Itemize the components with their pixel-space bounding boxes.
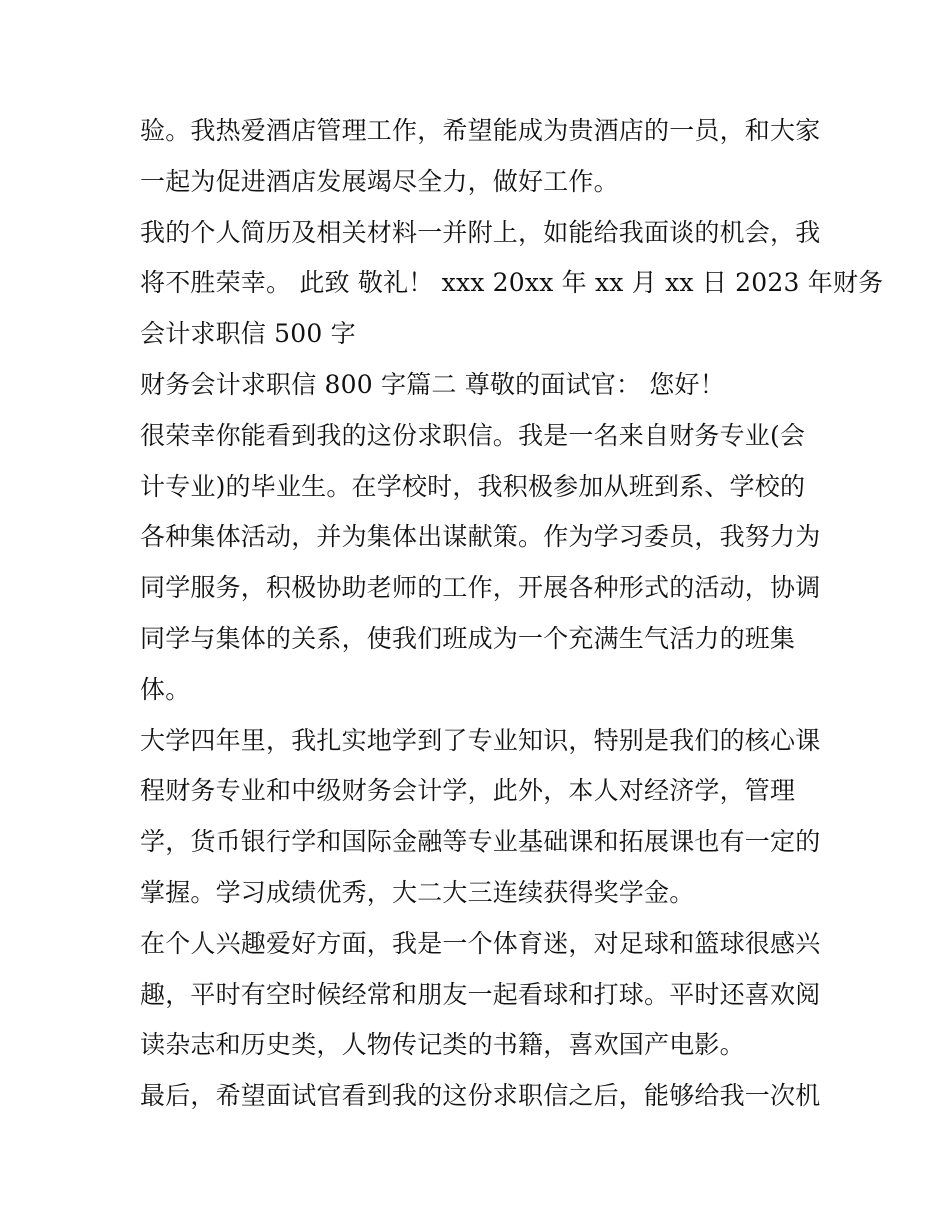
- text-line: 掌握。学习成绩优秀，大二大三连续获得奖学金。: [140, 877, 695, 907]
- text-line: 各种集体活动，并为集体出谋献策。作为学习委员，我努力为: [140, 522, 821, 552]
- text-line: 验。我热爱酒店管理工作，希望能成为贵酒店的一员，和大家: [140, 116, 821, 145]
- text-line: 我的个人简历及相关材料一并附上，如能给我面谈的机会，我: [140, 217, 821, 247]
- text-line: 趣，平时有空时候经常和朋友一起看球和打球。平时还喜欢阅: [140, 979, 821, 1009]
- text-line: 程财务专业和中级财务会计学，此外，本人对经济学，管理: [140, 776, 796, 806]
- text-line: 很荣幸你能看到我的这份求职信。我是一名来自财务专业(会: [140, 420, 806, 450]
- text-line: 财务会计求职信 800 字篇二 尊敬的面试官： 您好！: [140, 369, 725, 399]
- text-line: 学，货币银行学和国际金融等专业基础课和拓展课也有一定的: [140, 827, 821, 857]
- text-line: 会计求职信 500 字: [140, 319, 356, 349]
- text-line: 一起为促进酒店发展竭尽全力，做好工作。: [140, 166, 619, 196]
- text-line: 体。: [140, 674, 191, 704]
- text-line: 大学四年里，我扎实地学到了专业知识，特别是我们的核心课: [140, 725, 821, 755]
- text-line: 最后，希望面试官看到我的这份求职信之后，能够给我一次机: [140, 1081, 821, 1111]
- text-line: 将不胜荣幸。 此致 敬礼！ xxx 20xx 年 xx 月 xx 日 2023 年财务: [140, 268, 884, 298]
- document-body: [140, 106, 884, 1122]
- text-line: 读杂志和历史类，人物传记类的书籍，喜欢国产电影。: [140, 1030, 745, 1060]
- text-line: 同学服务，积极协助老师的工作，开展各种形式的活动，协调: [140, 573, 821, 603]
- text-line: 计专业)的毕业生。在学校时，我积极参加从班到系、学校的: [140, 471, 806, 501]
- text-line: 在个人兴趣爱好方面，我是一个体育迷，对足球和篮球很感兴: [140, 928, 821, 958]
- text-line: 同学与集体的关系，使我们班成为一个充满生气活力的班集: [140, 623, 796, 653]
